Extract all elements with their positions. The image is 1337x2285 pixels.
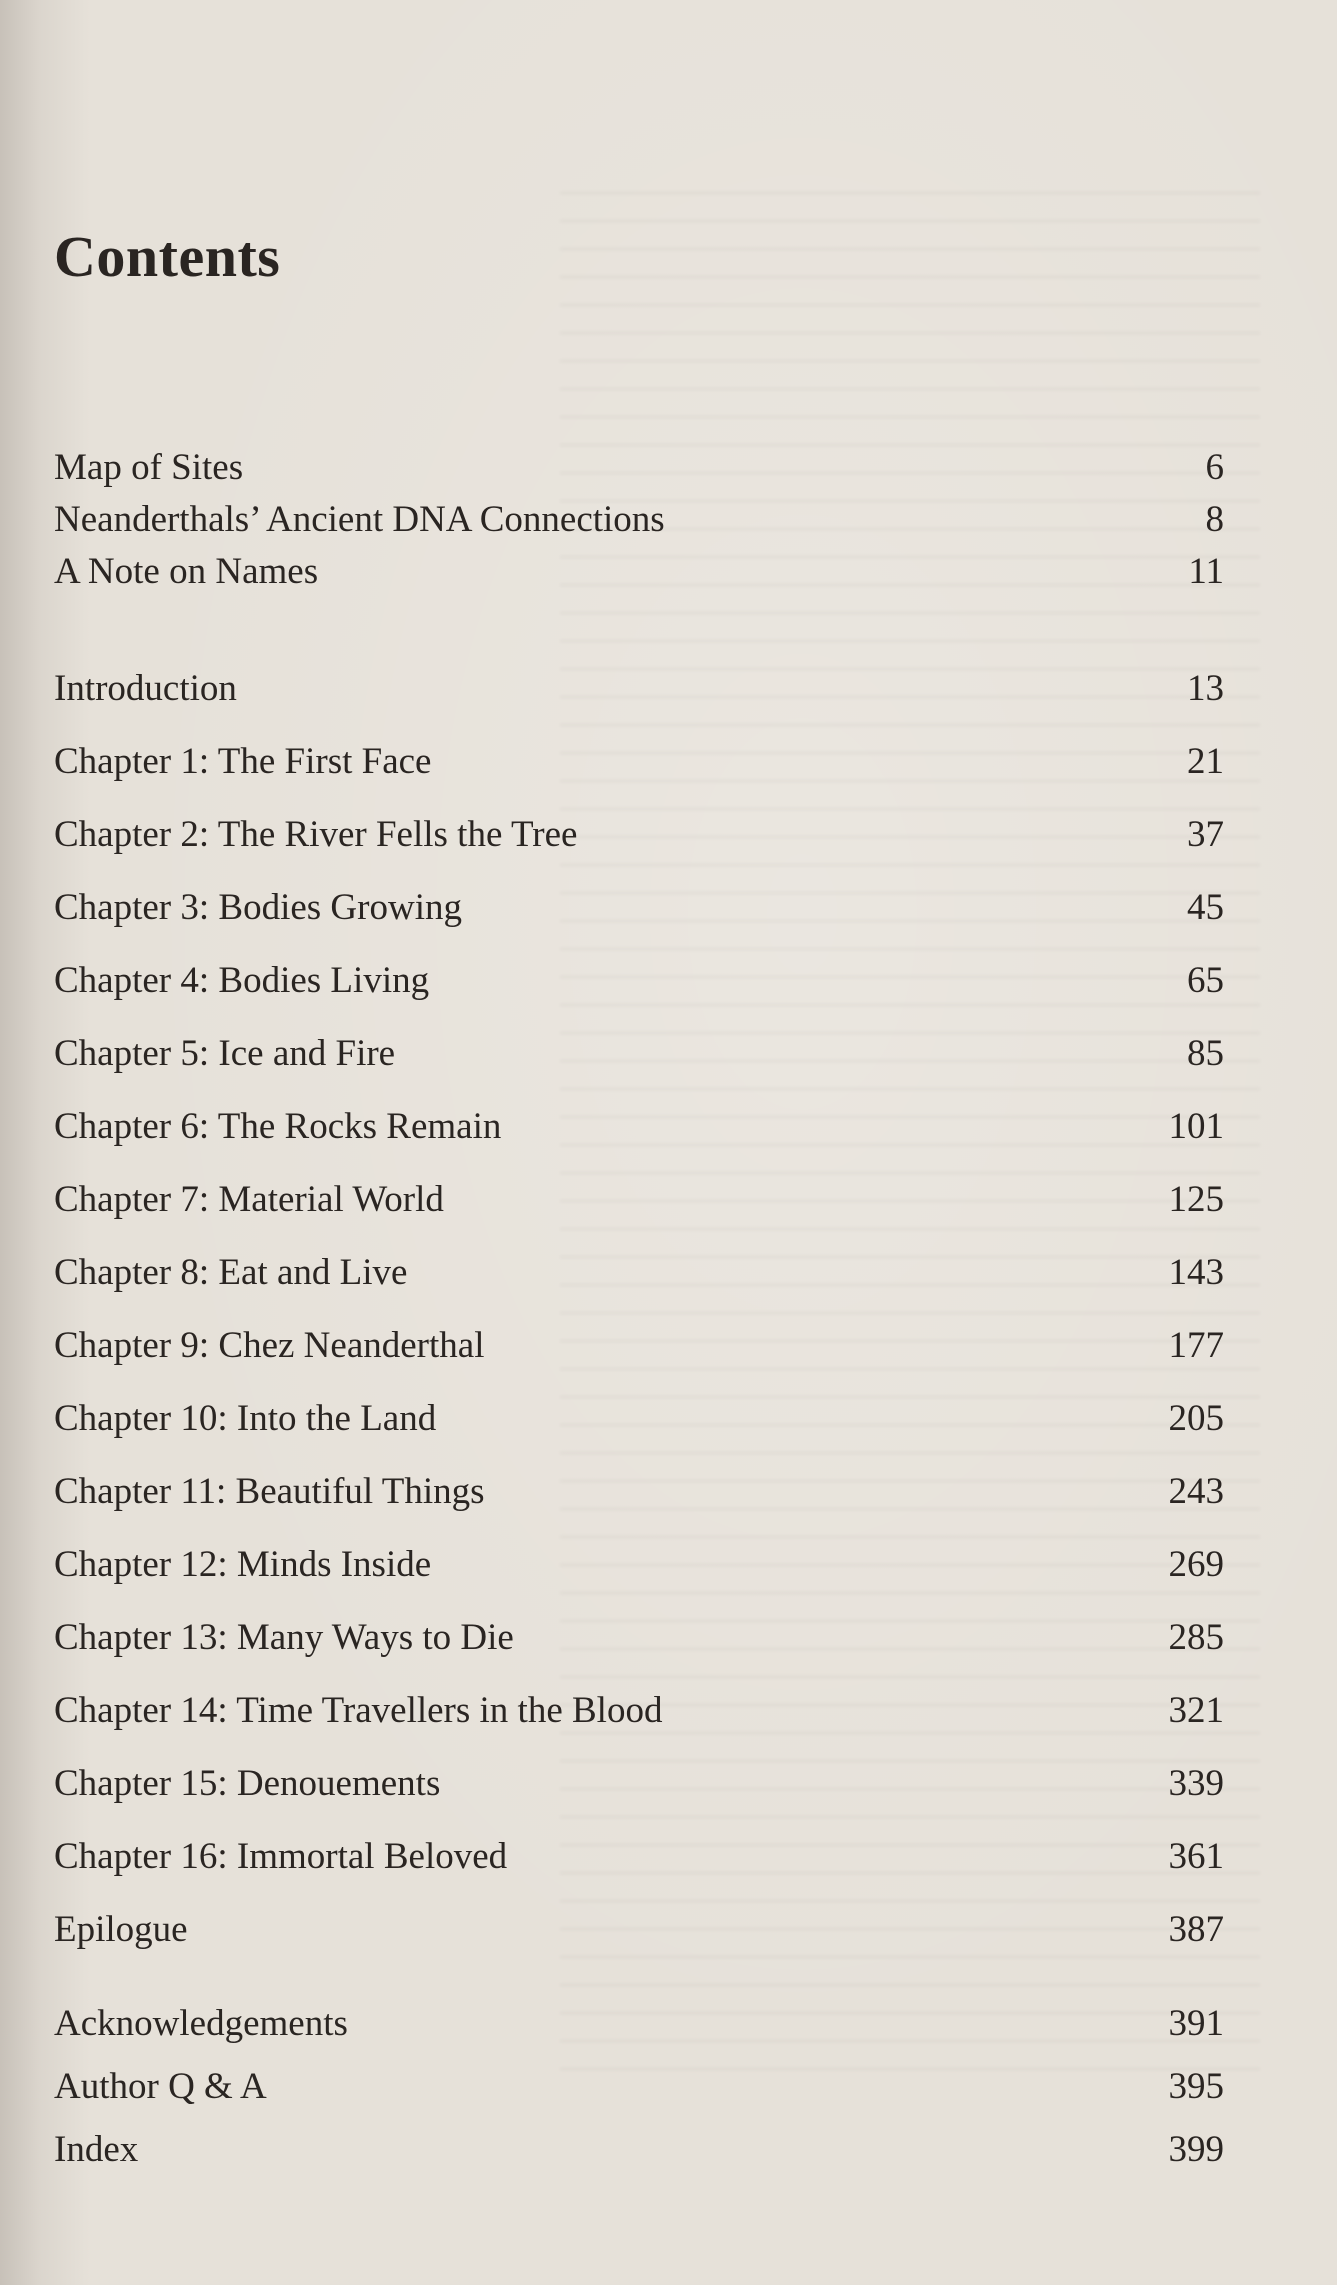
toc-entry-page: 391 <box>1168 2003 1224 2044</box>
toc-entry-label: Acknowledgements <box>54 2003 348 2044</box>
toc-entry-page: 269 <box>1168 1544 1224 1585</box>
toc-entry-label: A Note on Names <box>54 551 319 592</box>
toc-entry[interactable] <box>54 1382 1224 1455</box>
toc-entry[interactable] <box>54 798 1224 871</box>
toc-entry-page: 13 <box>1187 668 1224 709</box>
toc-entry-page: 37 <box>1187 814 1224 855</box>
toc-entry-label: Chapter 11: Beautiful Things <box>54 1471 485 1512</box>
toc-entry-page: 387 <box>1168 1909 1224 1950</box>
back-matter-list <box>54 1992 1224 2181</box>
toc-entry-label: Chapter 15: Denouements <box>54 1763 441 1804</box>
toc-entry-label: Chapter 12: Minds Inside <box>54 1544 432 1585</box>
toc-entry-label: Index <box>54 2129 139 2170</box>
toc-entry-page: 101 <box>1168 1106 1224 1147</box>
toc-entry-page: 65 <box>1187 960 1224 1001</box>
chapter-list <box>54 652 1224 1966</box>
toc-entry-page: 399 <box>1168 2129 1224 2170</box>
toc-entry-page: 8 <box>1205 499 1224 540</box>
toc-entry-page: 21 <box>1187 741 1224 782</box>
toc-entry-label: Chapter 2: The River Fells the Tree <box>54 814 578 855</box>
toc-entry-page: 285 <box>1168 1617 1224 1658</box>
toc-entry-page: 243 <box>1168 1471 1224 1512</box>
toc-entry-label: Chapter 3: Bodies Growing <box>54 887 462 928</box>
toc-entry[interactable] <box>54 1017 1224 1090</box>
toc-entry-label: Chapter 14: Time Travellers in the Blood <box>54 1690 663 1731</box>
toc-entry-page: 6 <box>1205 447 1224 488</box>
toc-entry-label: Chapter 1: The First Face <box>54 741 432 782</box>
toc-entry[interactable] <box>54 494 1224 546</box>
toc-entry-page: 321 <box>1168 1690 1224 1731</box>
toc-entry[interactable] <box>54 2055 1224 2118</box>
toc-entry-label: Chapter 13: Many Ways to Die <box>54 1617 514 1658</box>
contents-page <box>54 222 1224 2170</box>
toc-entry[interactable] <box>54 1528 1224 1601</box>
toc-entry-label: Chapter 4: Bodies Living <box>54 960 430 1001</box>
toc-entry-page: 45 <box>1187 887 1224 928</box>
toc-entry[interactable] <box>54 1674 1224 1747</box>
toc-entry[interactable] <box>54 1309 1224 1382</box>
toc-entry[interactable] <box>54 1455 1224 1528</box>
toc-entry[interactable] <box>54 442 1224 494</box>
toc-entry[interactable] <box>54 871 1224 944</box>
toc-entry-page: 177 <box>1168 1325 1224 1366</box>
toc-entry-page: 205 <box>1168 1398 1224 1439</box>
toc-entry-label: Chapter 9: Chez Neanderthal <box>54 1325 485 1366</box>
toc-entry-label: Neanderthals’ Ancient DNA Connections <box>54 499 665 540</box>
toc-entry[interactable] <box>54 652 1224 725</box>
toc-entry-label: Chapter 10: Into the Land <box>54 1398 437 1439</box>
toc-entry-label: Chapter 7: Material World <box>54 1179 444 1220</box>
toc-entry-label: Chapter 6: The Rocks Remain <box>54 1106 502 1147</box>
toc-entry-page: 11 <box>1188 551 1224 592</box>
toc-entry-label: Chapter 8: Eat and Live <box>54 1252 408 1293</box>
toc-entry-page: 85 <box>1187 1033 1224 1074</box>
toc-entry[interactable] <box>54 725 1224 798</box>
toc-entry[interactable] <box>54 1601 1224 1674</box>
toc-entry-label: Introduction <box>54 668 237 709</box>
toc-entry[interactable] <box>54 2118 1224 2181</box>
toc-entry[interactable] <box>54 1893 1224 1966</box>
toc-entry-page: 125 <box>1168 1179 1224 1220</box>
toc-entry-page: 395 <box>1168 2066 1224 2107</box>
toc-entry[interactable] <box>54 1747 1224 1820</box>
toc-entry-label: Epilogue <box>54 1909 188 1950</box>
toc-entry[interactable] <box>54 1090 1224 1163</box>
toc-entry-page: 361 <box>1168 1836 1224 1877</box>
toc-entry-label: Map of Sites <box>54 447 244 488</box>
page-title: Contents <box>54 224 281 289</box>
toc-entry-label: Chapter 16: Immortal Beloved <box>54 1836 508 1877</box>
toc-entry-page: 143 <box>1168 1252 1224 1293</box>
front-matter-list <box>54 442 1224 598</box>
toc-entry-label: Author Q & A <box>54 2066 267 2107</box>
toc-entry[interactable] <box>54 944 1224 1017</box>
toc-entry[interactable] <box>54 1163 1224 1236</box>
toc-entry-label: Chapter 5: Ice and Fire <box>54 1033 396 1074</box>
toc-entry[interactable] <box>54 546 1224 598</box>
toc-entry[interactable] <box>54 1820 1224 1893</box>
toc-entry[interactable] <box>54 1236 1224 1309</box>
toc-entry-page: 339 <box>1168 1763 1224 1804</box>
toc-entry[interactable] <box>54 1992 1224 2055</box>
